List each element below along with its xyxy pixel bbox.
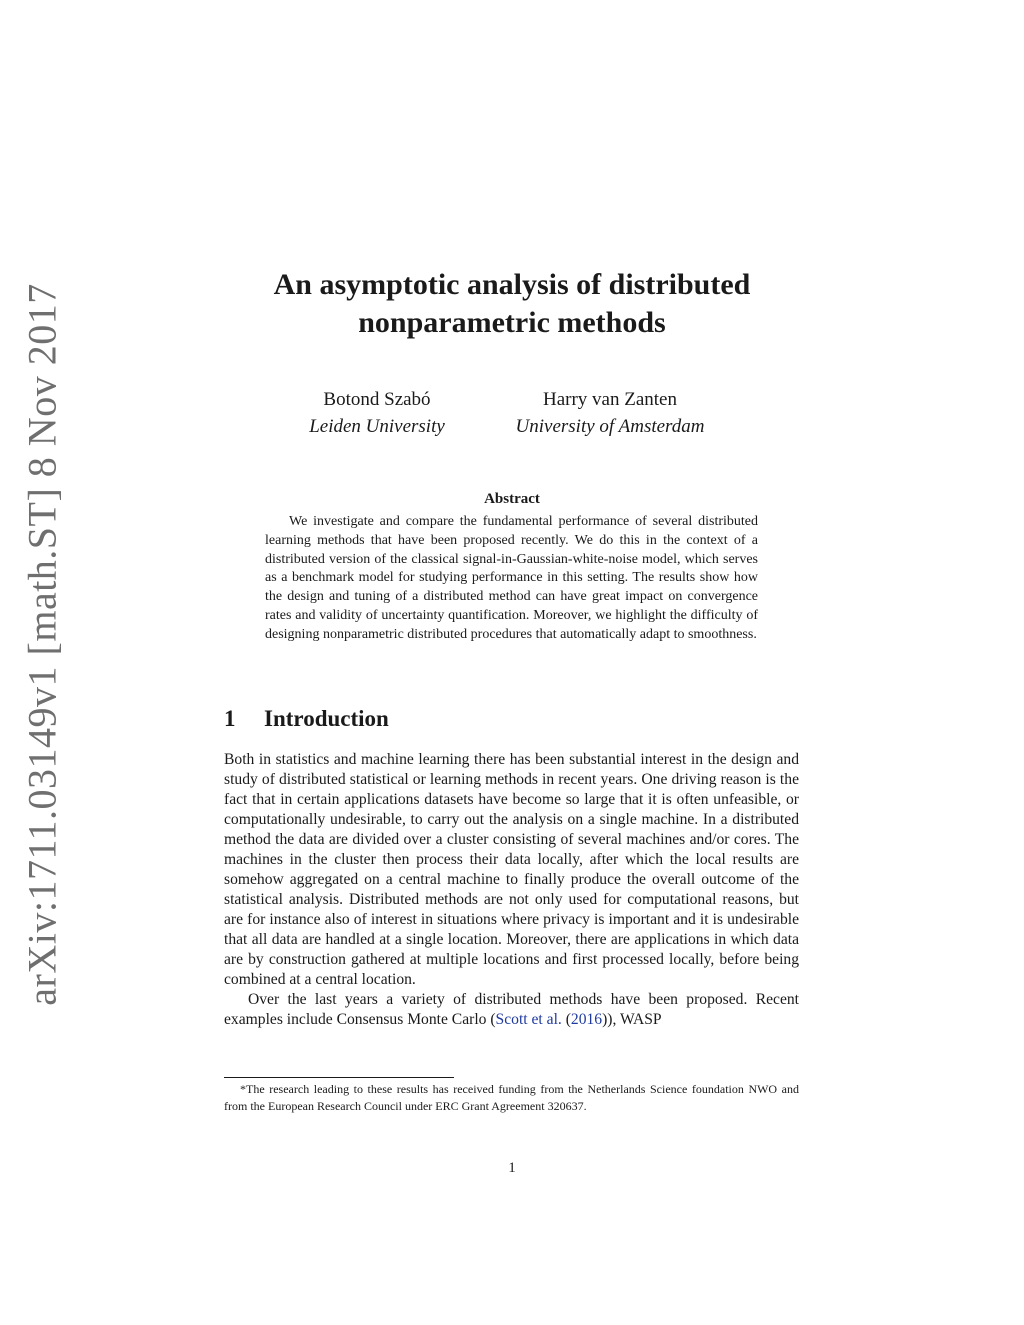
section-title: Introduction — [264, 706, 389, 731]
paragraph-1: Both in statistics and machine learning there has been substantial interest in the design and study of distributed statistical or learning methods in recent years. One driving reason is the fact that in certain applications datasets have become so large that it is often unfeasible, or computationally undesirable, to carry out the analysis on a single machine. In a distributed method the data are divided over a cluster consisting of several machines and/or cores. The machines in the cluster then process their data locally, after which the local results are somehow aggregated on a central machine to finally produce the overall outcome of the statistical analysis. Distributed methods are not only used for computational reasons, but are for instance also of interest in situations where privacy is important and it is undesirable that all data are handled at a single location. Moreover, there are applications in which data are by construction gathered at multiple locations and first processed locally, before being combined at a central location. — [224, 751, 799, 988]
paragraph-2-tail: )), WASP — [602, 1011, 662, 1028]
citation-paren: ( — [561, 1011, 571, 1028]
author-block — [0, 386, 1024, 446]
abstract-heading: Abstract — [484, 491, 540, 507]
author-1 — [277, 386, 477, 440]
footnote-rule — [224, 1077, 454, 1078]
page-number: 1 — [508, 1160, 516, 1176]
section-heading — [224, 706, 389, 732]
abstract-text: We investigate and compare the fundamental performance of several distributed learning methods that have been proposed recently. We do this in the context of a distributed version of the classical signal-in-Gaussian-white-noise model, which serves as a benchmark model for studying performance in this setting. The results show how the design and tuning of a distributed method can have great impact on convergence rates and validity of uncertainty quantification. Moreover, we highlight the difficulty of designing nonparametric distributed procedures that automatically adapt to smoothness. — [265, 514, 758, 642]
author-name: Harry van Zanten — [543, 389, 677, 410]
arxiv-identifier: arXiv:1711.03149v1 [math.ST] 8 Nov 2017 — [19, 282, 65, 1006]
paragraph-2 — [224, 990, 799, 1030]
section-number: 1 — [224, 706, 236, 731]
citation-link-author[interactable]: Scott et al. — [495, 1011, 562, 1028]
footnote: *The research leading to these results has received funding from the Netherlands Science foundation NWO and from the European Research Council under ERC Grant Agreement 320637. — [224, 1082, 799, 1113]
author-affiliation: Leiden University — [309, 416, 445, 437]
title-line-2: nonparametric methods — [358, 306, 666, 339]
citation-link-year[interactable]: 2016 — [570, 1011, 603, 1028]
author-2 — [490, 386, 730, 440]
author-affiliation: University of Amsterdam — [515, 416, 705, 437]
paper-title — [180, 266, 844, 342]
author-name: Botond Szabó — [323, 389, 431, 410]
introduction-body — [224, 750, 799, 1030]
title-line-1: An asymptotic analysis of distributed — [273, 268, 751, 301]
paragraph-2-text: Over the last years a variety of distributed methods have been proposed. Recent examples include Consensus Monte Carlo ( — [224, 991, 799, 1028]
